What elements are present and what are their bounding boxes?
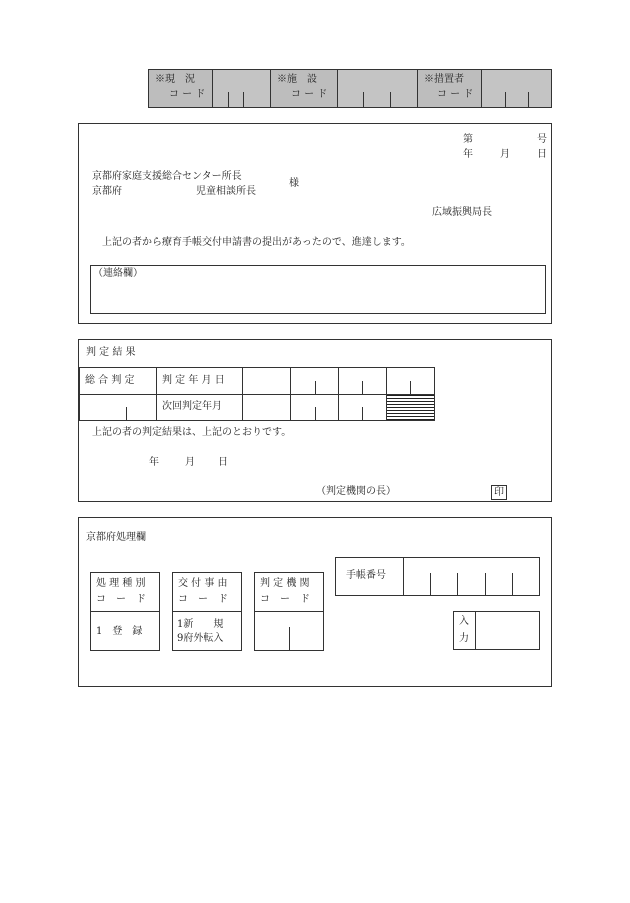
current-status-code-label-line2: コ ー ド: [169, 89, 206, 100]
seal-mark: 印: [491, 485, 507, 500]
judgment-date-day: 日: [218, 457, 228, 468]
document-number-dai: 第: [463, 134, 473, 145]
notebook-number-tick-2: [457, 573, 458, 596]
transfer-message: 上記の者から療育手帳交付申請書の提出があったので、進達します。: [102, 237, 411, 248]
current-status-code-tick-1: [228, 92, 229, 108]
issue-date-day: 日: [537, 149, 547, 160]
document-number-go: 号: [537, 134, 547, 145]
measure-code-field[interactable]: [481, 69, 552, 108]
facility-code-label-line2: コ ー ド: [291, 89, 328, 100]
facility-code-tick-1: [363, 92, 364, 108]
current-status-code-tick-2: [243, 92, 244, 108]
issue-date-year: 年: [463, 149, 473, 160]
processing-type-value: 1 登 録: [96, 626, 143, 637]
contact-label: （連絡欄）: [93, 268, 143, 279]
contact-field[interactable]: [90, 265, 546, 314]
next-judgment-cell-4-hatched: [386, 394, 435, 421]
input-label-line2: 力: [459, 633, 469, 644]
overall-judgment-label: 総 合 判 定: [85, 375, 135, 386]
issuance-reason-label-line2: コ ー ド: [178, 594, 228, 605]
notebook-number-field[interactable]: [403, 557, 540, 596]
notebook-number-tick-3: [485, 573, 486, 596]
current-status-code-label-line1: ※現 況: [155, 74, 195, 85]
notebook-number-tick-1: [430, 573, 431, 596]
measure-code-tick-2: [528, 92, 529, 108]
judgment-authority: （判定機関の長）: [316, 486, 396, 497]
issuance-reason-value-line1: 1新 規: [177, 619, 224, 630]
judgment-statement: 上記の者の判定結果は、上記のとおりです。: [92, 427, 292, 438]
next-judgment-cell-1[interactable]: [242, 394, 291, 421]
processing-type-label-line1: 処 理 種 別: [96, 578, 146, 589]
facility-code-field[interactable]: [337, 69, 418, 108]
issuance-reason-label-line1: 交 付 事 由: [178, 578, 228, 589]
issue-date-month: 月: [500, 149, 510, 160]
recipient-line1: 京都府家庭支援総合センター所長: [92, 171, 242, 182]
processing-section-title: 京都府処理欄: [86, 532, 146, 543]
judgment-section-title: 判 定 結 果: [86, 347, 136, 358]
next-judgment-label: 次回判定年月: [162, 401, 222, 412]
issuance-reason-value-line2: 9府外転入: [177, 633, 224, 644]
current-status-code-field[interactable]: [212, 69, 271, 108]
judgment-date-cell-4-tick: [410, 381, 411, 395]
notebook-number-label: 手帳番号: [346, 570, 386, 581]
recipient-office: 児童相談所長: [196, 186, 256, 197]
overall-judgment-field[interactable]: [79, 394, 157, 421]
input-label-line1: 入: [459, 616, 469, 627]
judgment-date-label: 判 定 年 月 日: [162, 375, 225, 386]
input-check-field[interactable]: [475, 611, 540, 650]
judgment-agency-label-line1: 判 定 機 関: [260, 578, 310, 589]
facility-code-label-line1: ※施 設: [277, 74, 317, 85]
next-judgment-cell-2-tick: [315, 407, 316, 421]
recipient-prefecture: 京都府: [92, 186, 122, 197]
judgment-agency-tick: [289, 627, 290, 651]
judgment-date-month: 月: [185, 457, 195, 468]
sender-title: 広域振興局長: [432, 207, 492, 218]
judgment-date-year: 年: [149, 457, 159, 468]
judgment-agency-label-line2: コ ー ド: [260, 594, 310, 605]
notebook-number-tick-4: [512, 573, 513, 596]
facility-code-tick-2: [390, 92, 391, 108]
overall-judgment-tick: [126, 407, 127, 421]
judgment-date-cell-2-tick: [315, 381, 316, 395]
processing-type-label-line2: コ ー ド: [96, 594, 146, 605]
next-judgment-cell-3-tick: [362, 407, 363, 421]
judgment-date-cell-1[interactable]: [242, 367, 291, 395]
measure-code-tick-1: [505, 92, 506, 108]
issuance-reason-field[interactable]: [172, 611, 242, 651]
judgment-date-cell-3-tick: [362, 381, 363, 395]
measure-code-label-line2: コ ー ド: [437, 89, 474, 100]
measure-code-label-line1: ※措置者: [424, 74, 464, 85]
recipient-honorific: 様: [289, 178, 299, 189]
